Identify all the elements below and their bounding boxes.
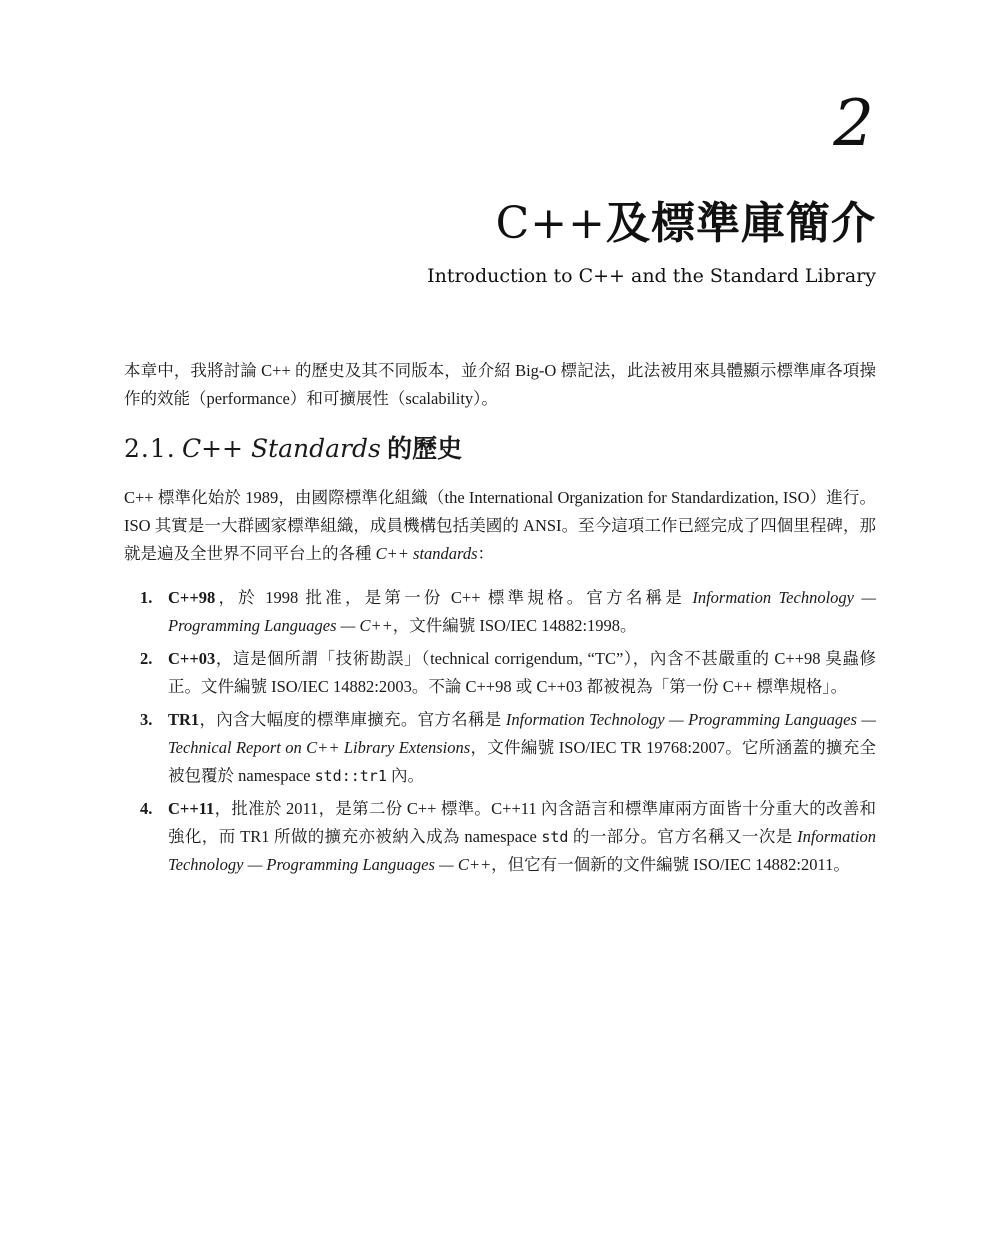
milestone-text: ，批准於 2011，是第二份 C++ 標準。C++11 內含語言和標準庫兩方面皆十分重大的改善和強化，而 TR1 所做的擴充亦被納入成為 namespace bbox=[168, 799, 876, 846]
list-item bbox=[124, 645, 876, 701]
section-paragraph-text: C++ 標準化始於 1989，由國際標準化組織（the International Organization for Standardization, ISO）進行。ISO 其實是一大群國家標準組織，成員機構包括美國的 ANSI。至今這項工作已經完成了四個里程碑，那就是遍及全世界不同平台上的各種 bbox=[124, 488, 876, 563]
namespace-code: std::tr1 bbox=[314, 767, 387, 785]
chapter-title-latin: C++ bbox=[495, 198, 606, 249]
list-item-number: 3. bbox=[140, 710, 153, 729]
list-item bbox=[124, 795, 876, 879]
section-heading bbox=[124, 433, 876, 466]
chapter-title bbox=[496, 200, 876, 248]
intro-paragraph: 本章中，我將討論 C++ 的歷史及其不同版本，並介紹 Big-O 標記法，此法被用來具體顯示標準庫各項操作的效能（performance）和可擴展性（scalability）。 bbox=[124, 361, 876, 408]
milestone-list bbox=[124, 584, 876, 879]
section-title-em: C++ Standards bbox=[181, 434, 381, 463]
section-title-cjk: 的歷史 bbox=[387, 434, 463, 463]
list-item bbox=[124, 584, 876, 640]
chapter-subtitle: Introduction to C++ and the Standard Library bbox=[427, 265, 876, 287]
milestone-text: ，但它有一個新的文件編號 ISO/IEC 14882:2011。 bbox=[491, 855, 850, 874]
chapter-body bbox=[124, 357, 876, 884]
milestone-text: ，文件編號 ISO/IEC TR 19768:2007。它所涵蓋的擴充全被包覆於 namespace bbox=[168, 738, 876, 785]
section-paragraph-emphasis: C++ standards bbox=[375, 544, 478, 563]
chapter-title-cjk: 及標準庫簡介 bbox=[606, 198, 876, 249]
milestone-official-name: Information Technology — Programming Languages — C++ bbox=[168, 827, 876, 874]
section-paragraph-colon: ： bbox=[477, 544, 495, 563]
milestone-text: ，內含大幅度的標準庫擴充。官方名稱是 bbox=[199, 710, 506, 729]
namespace-code: std bbox=[541, 828, 569, 846]
section-number: 2.1. bbox=[124, 434, 176, 463]
milestone-text: ，於 1998 批准，是第一份 C++ 標準規格。官方名稱是 bbox=[215, 588, 693, 607]
milestone-official-name: Information Technology — Programming Languages — C++ bbox=[168, 588, 876, 635]
milestone-name: C++03 bbox=[168, 649, 216, 668]
milestone-official-name: Information Technology — Programming Languages — Technical Report on C++ Library Extensions bbox=[168, 710, 876, 757]
list-item-number: 1. bbox=[140, 588, 153, 607]
milestone-text: ，這是個所謂「技術勘誤」（technical corrigendum, “TC”），內含不甚嚴重的 C++98 臭蟲修正。文件編號 ISO/IEC 14882:2003。不論 C++98 或 C++03 都被視為「第一份 C++ 標準規格」。 bbox=[168, 649, 876, 696]
list-item bbox=[124, 706, 876, 790]
milestone-name: TR1 bbox=[168, 710, 200, 729]
milestone-text: 內。 bbox=[386, 766, 424, 785]
milestone-name: C++98 bbox=[168, 588, 216, 607]
chapter-number: 2 bbox=[833, 87, 874, 161]
milestone-text: 的一部分。官方名稱又一次是 bbox=[568, 827, 798, 846]
section-paragraph bbox=[124, 484, 876, 568]
milestone-text: ，文件編號 ISO/IEC 14882:1998。 bbox=[392, 616, 637, 635]
list-item-number: 2. bbox=[140, 649, 153, 668]
milestone-name: C++11 bbox=[168, 799, 215, 818]
list-item-number: 4. bbox=[140, 799, 153, 818]
